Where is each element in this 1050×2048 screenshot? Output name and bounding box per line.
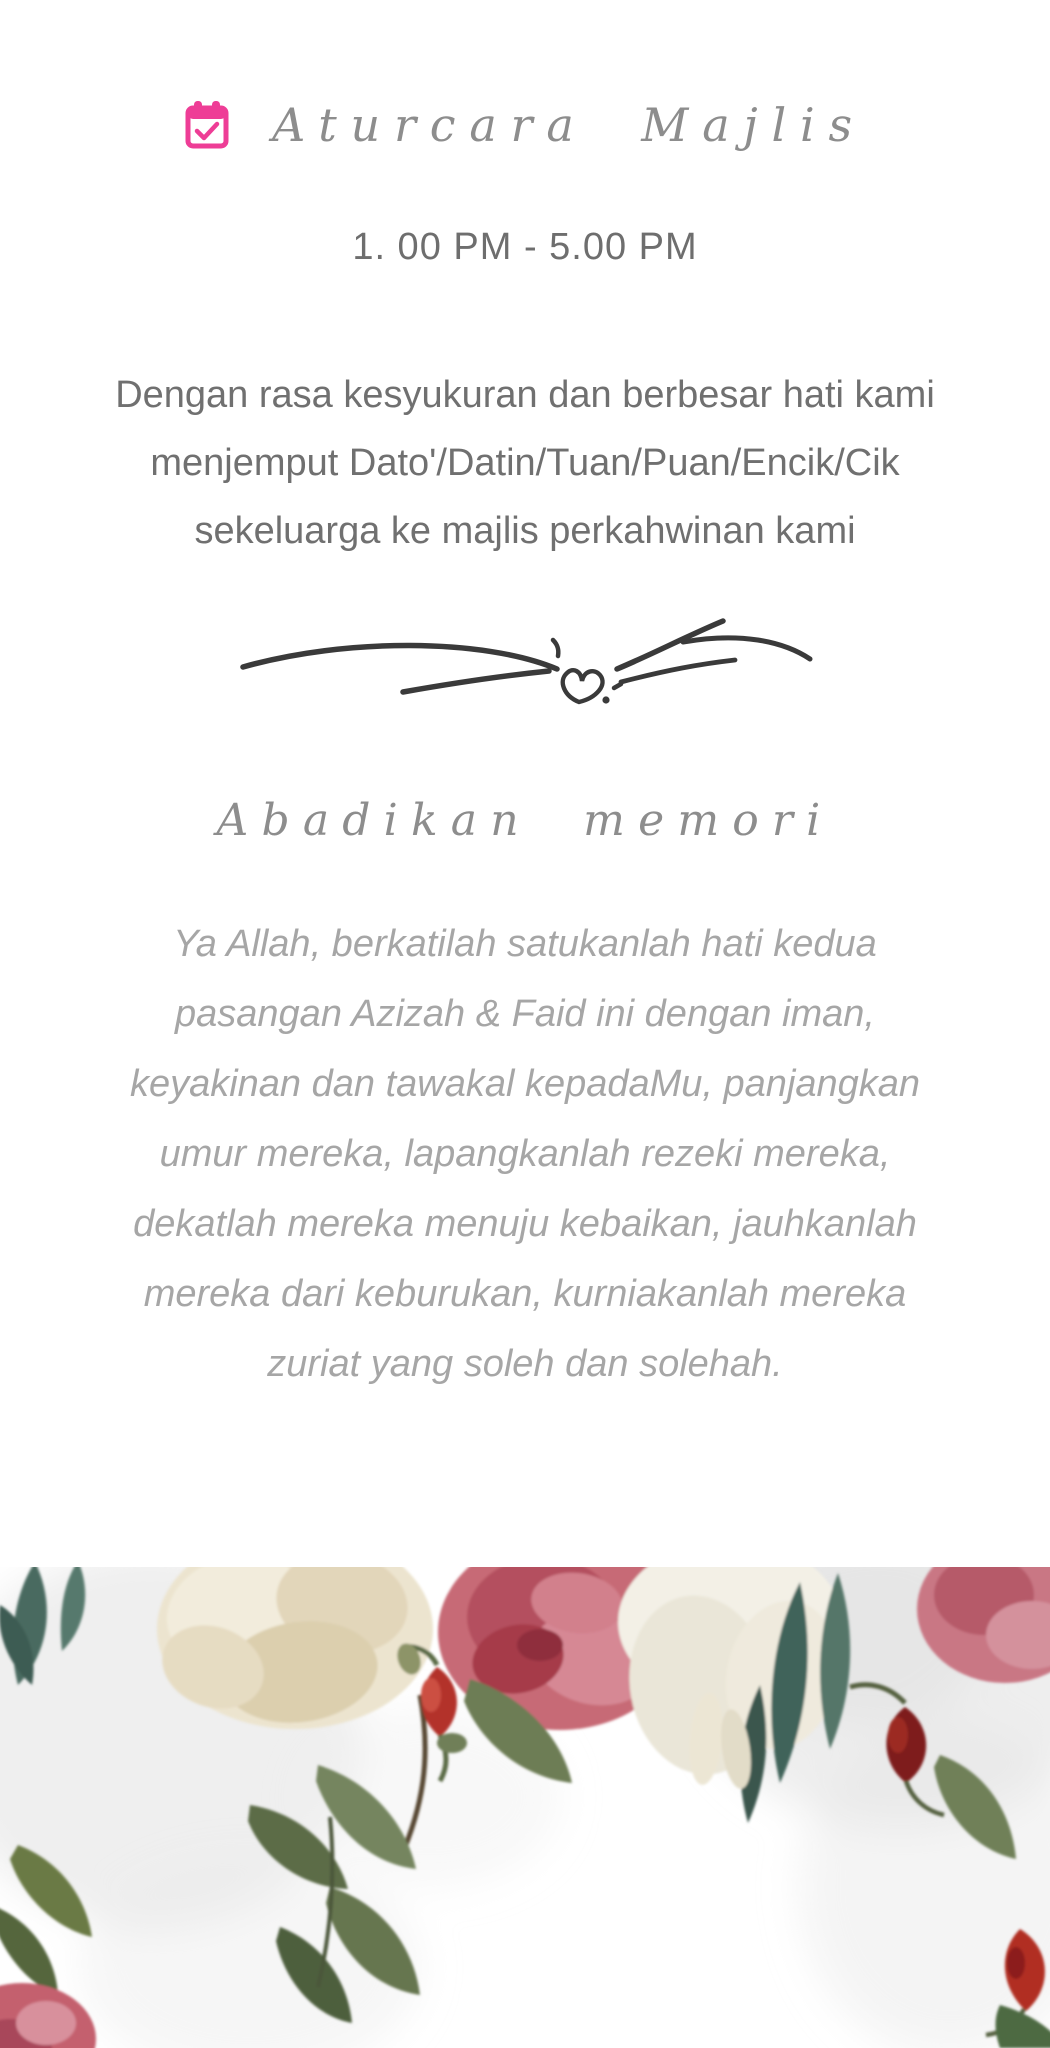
floral-footer-art	[0, 1567, 1050, 2048]
schedule-time: 1. 00 PM - 5.00 PM	[352, 226, 698, 268]
schedule-header	[0, 0, 1050, 152]
invitation-line: menjemput Dato'/Datin/Tuan/Puan/Encik/Cik	[150, 442, 900, 484]
prayer-line: Ya Allah, berkatilah satukanlah hati kedua	[173, 923, 877, 965]
prayer-line: keyakinan dan tawakal kepadaMu, panjangkan	[129, 1063, 921, 1105]
prayer-line: umur mereka, lapangkanlah rezeki mereka,	[159, 1133, 891, 1175]
invitation-text	[0, 361, 1050, 565]
invitation-line: Dengan rasa kesyukuran dan berbesar hati kami	[115, 374, 935, 416]
heart-flourish-divider	[0, 611, 1050, 711]
schedule-title: Aturcara Majlis	[272, 98, 866, 152]
prayer-line: pasangan Azizah & Faid ini dengan iman,	[175, 993, 875, 1035]
memory-title: Abadikan memori	[216, 795, 834, 846]
prayer-line: dekatlah mereka menuju kebaikan, jauhkanlah	[133, 1203, 917, 1245]
calendar-check-icon	[184, 99, 230, 151]
invitation-line: sekeluarga ke majlis perkahwinan kami	[194, 510, 856, 552]
prayer-text	[0, 909, 1050, 1399]
prayer-line: mereka dari keburukan, kurniakanlah mereka	[143, 1273, 907, 1315]
prayer-line: zuriat yang soleh dan solehah.	[267, 1343, 783, 1385]
